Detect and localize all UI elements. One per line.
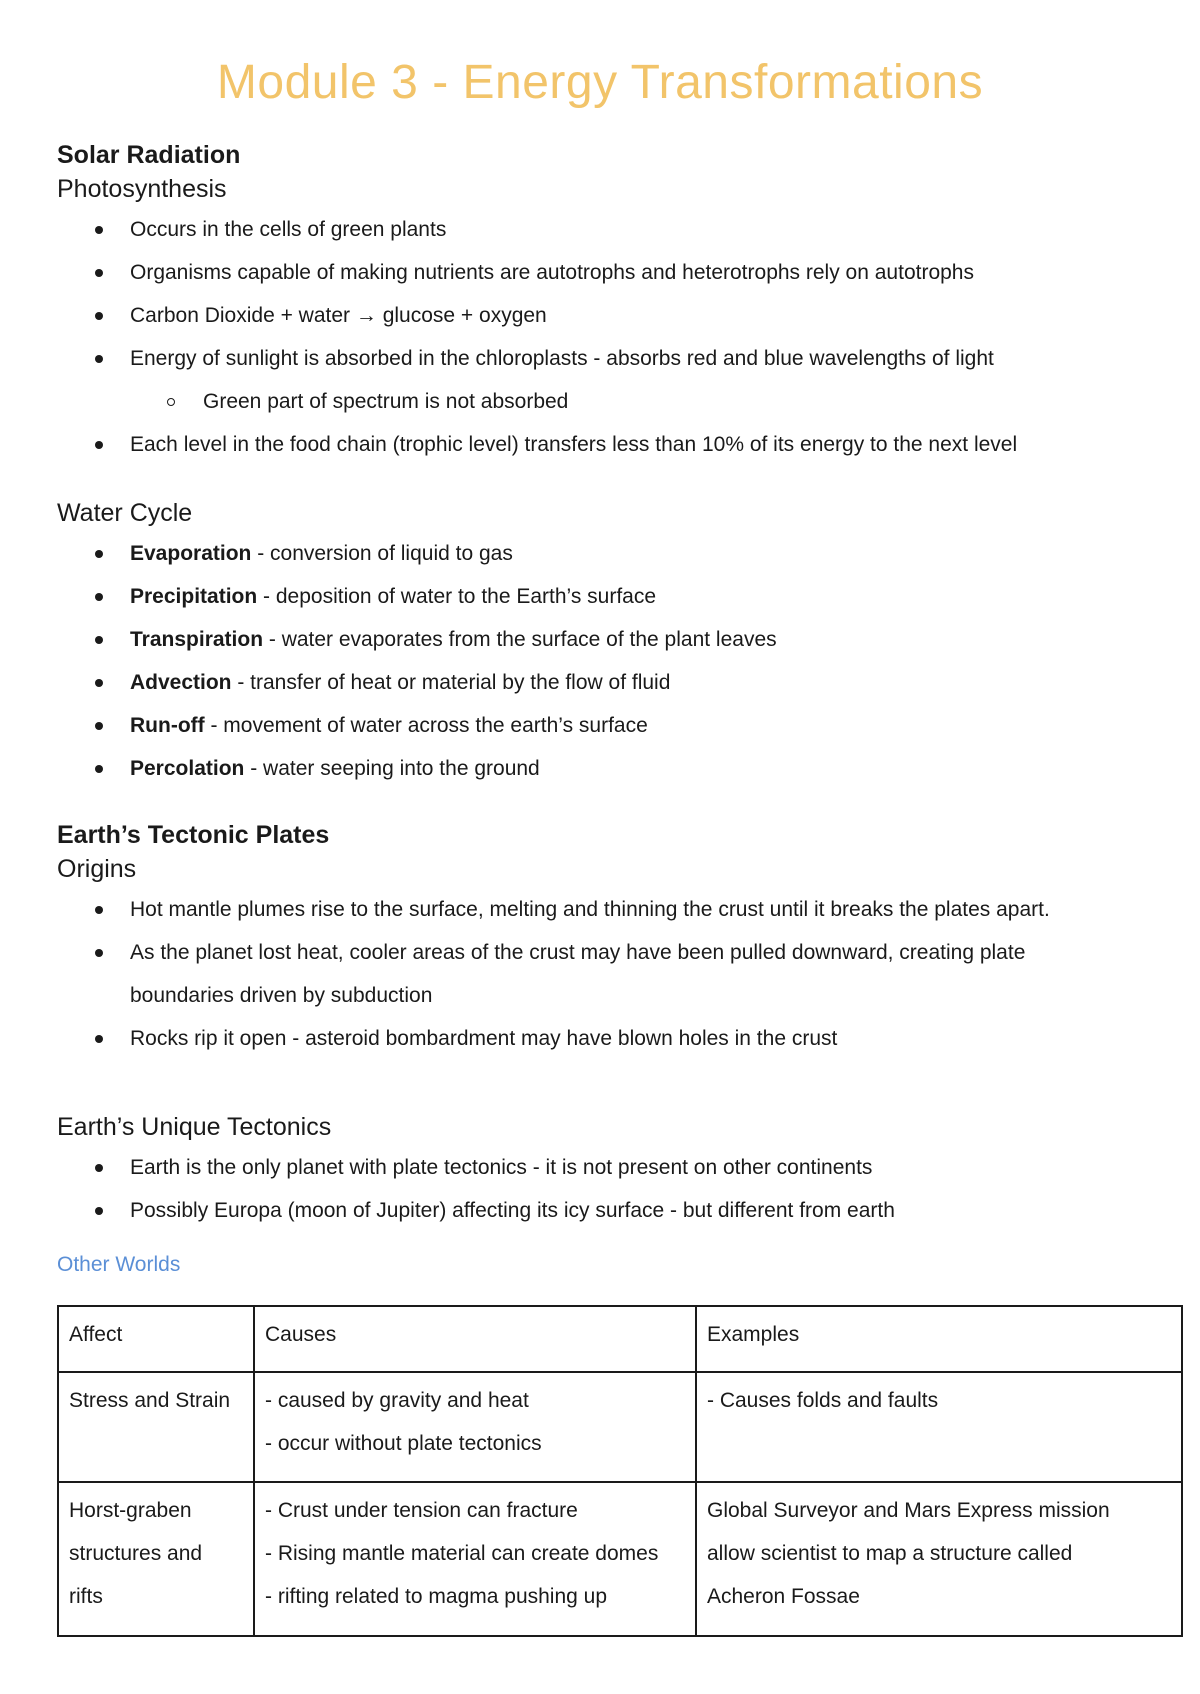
list-item: Energy of sunlight is absorbed in the chloroplasts - absorbs red and blue wavelengths of light — [57, 337, 1157, 380]
cell-line: Horst-graben — [69, 1499, 192, 1522]
list-item: Carbon Dioxide + water → glucose + oxygen — [57, 294, 1157, 337]
table-cell-affect — [58, 1372, 254, 1482]
table-cell-causes — [254, 1482, 696, 1636]
unique-tectonics-section — [57, 1110, 1157, 1232]
definition: - deposition of water to the Earth’s surface — [257, 585, 657, 608]
table-header-row — [58, 1306, 1182, 1372]
definition: - movement of water across the earth’s surface — [204, 714, 648, 737]
list-item — [57, 661, 1157, 704]
cell-line: - Crust under tension can fracture — [265, 1499, 578, 1522]
table-cell-causes — [254, 1372, 696, 1482]
cell-line: - caused by gravity and heat — [265, 1389, 529, 1412]
photosynthesis-list — [57, 208, 1157, 466]
photosynthesis-heading: Photosynthesis — [57, 175, 227, 203]
table-row — [58, 1372, 1182, 1482]
list-item: Occurs in the cells of green plants — [57, 208, 1157, 251]
solar-radiation-heading: Solar Radiation — [57, 141, 241, 169]
list-item — [57, 618, 1157, 661]
table-header-cell: Examples — [696, 1306, 1182, 1372]
other-worlds-heading: Other Worlds — [57, 1253, 181, 1276]
origins-heading: Origins — [57, 855, 137, 883]
term: Percolation — [130, 757, 245, 780]
water-cycle-section — [57, 496, 1157, 790]
sub-list-item: Green part of spectrum is not absorbed — [57, 380, 1157, 423]
water-cycle-heading: Water Cycle — [57, 499, 193, 527]
tectonic-plates-section — [57, 818, 1157, 1060]
other-worlds-section — [57, 1250, 1157, 1280]
water-cycle-list — [57, 532, 1157, 790]
list-item — [57, 575, 1157, 618]
definition: - water seeping into the ground — [244, 757, 540, 780]
term: Precipitation — [130, 585, 258, 608]
tectonic-plates-heading: Earth’s Tectonic Plates — [57, 821, 330, 849]
list-item: Rocks rip it open - asteroid bombardment may have blown holes in the crust — [57, 1017, 1157, 1060]
table-cell-examples — [696, 1482, 1182, 1636]
list-item: Possibly Europa (moon of Jupiter) affecting its icy surface - but different from earth — [57, 1189, 1157, 1232]
list-item: Each level in the food chain (trophic level) transfers less than 10% of its energy to the next level — [57, 423, 1157, 466]
table-header-cell: Affect — [58, 1306, 254, 1372]
list-item: Organisms capable of making nutrients are autotrophs and heterotrophs rely on autotrophs — [57, 251, 1157, 294]
term: Evaporation — [130, 542, 252, 565]
unique-tectonics-list — [57, 1146, 1157, 1232]
cell-line: - rifting related to magma pushing up — [265, 1585, 608, 1608]
table-cell-examples — [696, 1372, 1182, 1482]
cell-line: Acheron Fossae — [707, 1585, 860, 1608]
definition: - conversion of liquid to gas — [251, 542, 513, 565]
page-title: Module 3 - Energy Transformations — [216, 56, 984, 109]
solar-radiation-section — [57, 138, 1157, 466]
definition: - water evaporates from the surface of the plant leaves — [263, 628, 777, 651]
cell-line: Global Surveyor and Mars Express mission — [707, 1499, 1110, 1522]
cell-line: - Causes folds and faults — [707, 1389, 939, 1412]
unique-tectonics-heading: Earth’s Unique Tectonics — [57, 1113, 332, 1141]
other-worlds-table — [57, 1305, 1183, 1637]
cell-line: - occur without plate tectonics — [265, 1432, 542, 1455]
list-item-line: As the planet lost heat, cooler areas of the crust may have been pulled downward, creating plate — [130, 941, 1026, 964]
term: Advection — [130, 671, 232, 694]
table-header-cell: Causes — [254, 1306, 696, 1372]
list-item — [57, 747, 1157, 790]
term: Transpiration — [130, 628, 264, 651]
cell-line: - Rising mantle material can create domes — [265, 1542, 659, 1565]
cell-line: Stress and Strain — [69, 1389, 231, 1412]
origins-list — [57, 888, 1157, 1060]
list-item — [57, 704, 1157, 747]
list-item — [57, 931, 1157, 1017]
list-item: Hot mantle plumes rise to the surface, melting and thinning the crust until it breaks the plates apart. — [57, 888, 1157, 931]
term: Run-off — [130, 714, 205, 737]
list-item — [57, 532, 1157, 575]
list-item-line: boundaries driven by subduction — [130, 984, 433, 1007]
cell-line: rifts — [69, 1585, 103, 1608]
list-item: Earth is the only planet with plate tectonics - it is not present on other continents — [57, 1146, 1157, 1189]
cell-line: allow scientist to map a structure called — [707, 1542, 1073, 1565]
definition: - transfer of heat or material by the flow of fluid — [231, 671, 671, 694]
cell-line: structures and — [69, 1542, 203, 1565]
table-row — [58, 1482, 1182, 1636]
table-cell-affect — [58, 1482, 254, 1636]
